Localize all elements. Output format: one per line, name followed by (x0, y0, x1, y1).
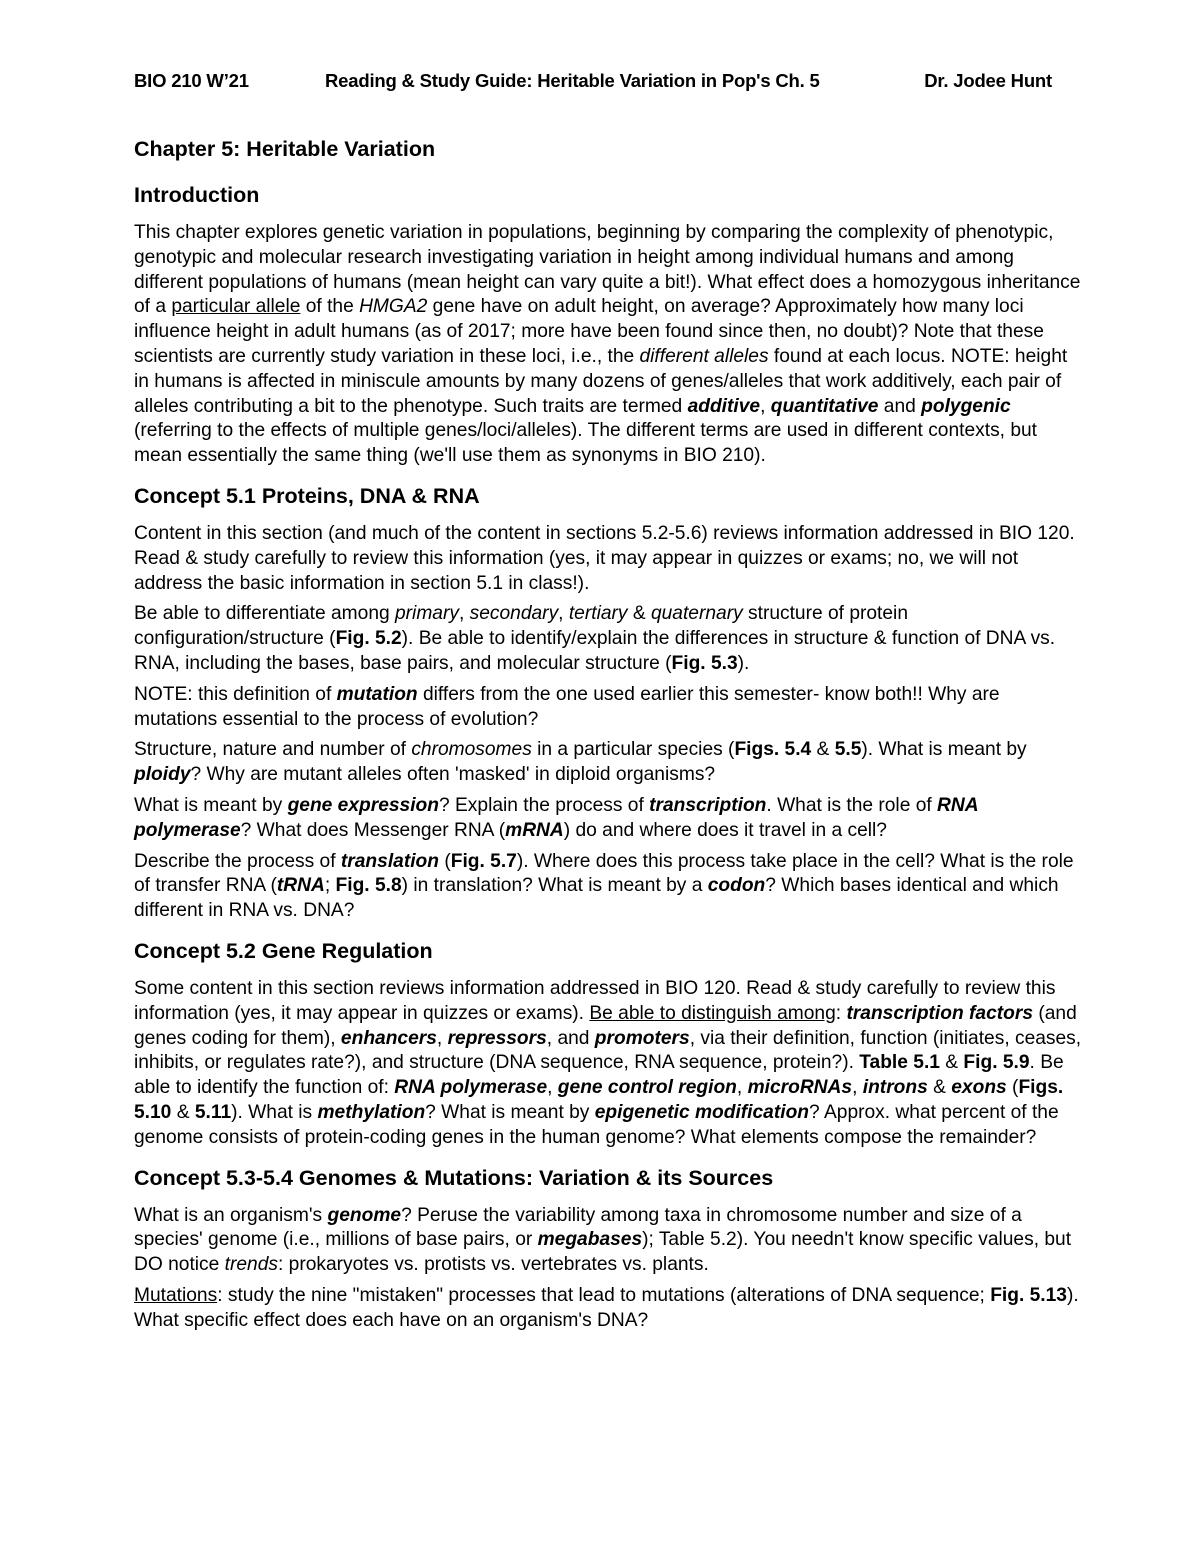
text-run: (and genes coding for them), (134, 1002, 1077, 1049)
text-run: ). Be able to identify/explain the differences in structure & function of DNA vs. RNA, including the bases, base pairs, and molecular structure ( (134, 628, 1056, 674)
concept-5-1-paragraph-1 (134, 522, 1084, 596)
text-run: , (458, 603, 470, 625)
concept-5-1-paragraph-6 (134, 850, 1084, 924)
text-run: of the (300, 296, 360, 318)
text-run: & (627, 603, 651, 625)
text-run: primary (395, 603, 459, 625)
text-run: ploidy (134, 764, 191, 786)
text-run: differs from the one used earlier this semester- know both!! Why are mutations essential to the process of evolution? (134, 683, 1000, 730)
text-run: epigenetic modification (594, 1101, 810, 1123)
text-run: ? What does Messenger RNA ( (240, 819, 506, 841)
text-run: quantitative (770, 395, 879, 417)
text-run: particular allele (171, 296, 301, 318)
concept-5-2-paragraph (134, 977, 1084, 1151)
text-run: What is meant by (134, 794, 288, 816)
text-run: chromosomes (411, 739, 532, 761)
text-run: RNA polymerase (134, 794, 978, 841)
text-run: gene have on adult height, on average? Approximately how many loci influence height in adult humans (as of 2017; more have been found since then, no doubt)? Note that these scientists are currently study variation in these loci, i.e., the (134, 296, 1044, 367)
text-run: Some content in this section reviews information addressed in BIO 120. Read & study carefully to review this information (yes, it may appear in quizzes or exams). (134, 977, 1056, 1024)
document-page (134, 70, 1084, 1333)
text-run: ? Explain the process of (439, 794, 650, 816)
text-run: gene expression (287, 794, 439, 816)
text-run: . What is the role of (766, 794, 938, 816)
text-run: Be able to distinguish among (589, 1002, 836, 1024)
text-run: . Be able to identify the function of: (134, 1052, 1064, 1099)
text-run: tRNA (276, 875, 325, 897)
text-run: ) in translation? What is meant by a (401, 875, 708, 897)
text-run: transcription (649, 794, 767, 816)
text-run: exons (951, 1077, 1007, 1099)
text-run: ). What is meant by (861, 739, 1027, 761)
text-run: (referring to the effects of multiple genes/loci/alleles). The different terms are used in different contexts, but mean essentially the same thing (we'll use them as synonyms in BIO 210). (134, 420, 1038, 467)
text-run: Fig. 5.9 (963, 1052, 1030, 1074)
text-run: Fig. 5.3 (671, 652, 738, 674)
text-run: ). (737, 652, 750, 674)
concept-5-1-paragraph-2 (134, 602, 1084, 676)
text-run: ; (324, 875, 336, 897)
text-run: Fig. 5.13 (990, 1284, 1067, 1306)
header-guide-title: Reading & Study Guide: Heritable Variation in Pop's Ch. 5 (325, 70, 820, 91)
concept-5-3-paragraph-2 (134, 1284, 1084, 1334)
text-run: , via their definition, function (initiates, ceases, inhibits, or regulates rate?), and structure (DNA sequence, RNA sequence, protein?). (134, 1027, 1082, 1074)
concept-5-1-paragraph-4 (134, 738, 1084, 788)
text-run: & (927, 1077, 952, 1099)
text-run: repressors (447, 1027, 547, 1049)
text-run: 5.11 (194, 1101, 232, 1123)
text-run: ? Why are mutant alleles often 'masked' in diploid organisms? (190, 764, 716, 786)
header-instructor: Dr. Jodee Hunt (924, 70, 1052, 91)
text-run: translation (340, 850, 439, 872)
text-run: additive (687, 395, 761, 417)
text-run: megabases (537, 1229, 643, 1251)
text-run: & (171, 1101, 195, 1123)
text-run: , (436, 1027, 448, 1049)
page-header (134, 70, 1084, 96)
text-run: Fig. 5.8 (335, 875, 402, 897)
text-run: enhancers (340, 1027, 437, 1049)
text-run: Be able to differentiate among (134, 603, 395, 625)
text-run: mutation (336, 683, 418, 705)
text-run: ( (1006, 1077, 1019, 1099)
text-run: ). Where does this process take place in the cell? What is the role of transfer RNA ( (134, 850, 1074, 897)
text-run: ( (439, 850, 451, 872)
text-run: , (736, 1077, 748, 1099)
text-run: , (547, 1077, 558, 1099)
text-run: 5.5 (834, 739, 862, 761)
concept-5-1-paragraph-3 (134, 683, 1084, 733)
section-heading-concept-5-3-5-4: Concept 5.3-5.4 Genomes & Mutations: Variation & its Sources (134, 1165, 774, 1190)
text-run: in a particular species ( (531, 739, 735, 761)
text-run: methylation (317, 1101, 426, 1123)
text-run: & (939, 1052, 964, 1074)
text-run: RNA polymerase (394, 1077, 548, 1099)
section-heading-concept-5-2: Concept 5.2 Gene Regulation (134, 938, 433, 963)
text-run: different alleles (639, 345, 769, 367)
text-run: & (811, 739, 835, 761)
text-run: , and (546, 1027, 595, 1049)
text-run: trends (224, 1254, 278, 1276)
text-run: Mutations (134, 1284, 218, 1306)
text-run: introns (862, 1077, 928, 1099)
text-run: microRNAs (747, 1077, 853, 1099)
text-run: Structure, nature and number of (134, 739, 412, 761)
text-run: secondary (469, 603, 559, 625)
text-run: ? Peruse the variability among taxa in chromosome number and size of a species' genome (i.e., millions of base pairs, or (134, 1204, 1022, 1251)
text-run: promoters (594, 1027, 690, 1049)
chapter-title: Chapter 5: Heritable Variation (134, 137, 436, 161)
text-run: HMGA2 (359, 296, 428, 318)
text-run: quaternary (650, 603, 743, 625)
text-run: , (558, 603, 569, 625)
text-run: ). What specific effect does each have on an organism's DNA? (134, 1284, 1079, 1331)
text-run: : prokaryotes vs. protists vs. vertebrates vs. plants. (277, 1254, 709, 1276)
text-run: gene control region (557, 1077, 737, 1099)
text-run: NOTE: this definition of (134, 683, 337, 705)
text-run: transcription factors (846, 1002, 1034, 1024)
text-run: Figs. 5.10 (134, 1077, 1064, 1123)
text-run: Table 5.1 (859, 1052, 940, 1074)
text-run: mRNA (505, 819, 564, 841)
text-run: ); Table 5.2). You needn't know specific values, but DO notice (134, 1229, 1072, 1276)
text-run: , (760, 395, 771, 417)
intro-paragraph (134, 221, 1084, 469)
text-run: ? What is meant by (425, 1101, 595, 1123)
text-run: Describe the process of (134, 850, 341, 872)
header-course: BIO 210 W’21 (134, 70, 249, 91)
text-run: Fig. 5.7 (450, 850, 517, 872)
section-heading-concept-5-1: Concept 5.1 Proteins, DNA & RNA (134, 483, 480, 508)
text-run: Figs. 5.4 (734, 739, 812, 761)
text-run: ) do and where does it travel in a cell? (563, 819, 887, 841)
text-run: : (835, 1002, 847, 1024)
section-heading-introduction: Introduction (134, 183, 260, 207)
text-run: What is an organism's (134, 1204, 328, 1226)
text-run: genome (327, 1204, 402, 1226)
text-run: ). What is (231, 1101, 318, 1123)
text-run: ? Approx. what percent of the genome consists of protein-coding genes in the human genome? What elements compose the remainder? (134, 1101, 1059, 1148)
text-run: structure of protein configuration/structure ( (134, 603, 908, 650)
text-run: found at each locus. NOTE: height in humans is affected in miniscule amounts by many dozens of genes/alleles that work additively, each pair of alleles contributing a bit to the phenotype. Such traits are termed (134, 345, 1068, 417)
text-run: This chapter explores genetic variation in populations, beginning by comparing the complexity of phenotypic, genotypic and molecular research investigating variation in height among individual humans and among different populations of humans (mean height can vary quite a bit!). What effect does a homozygous inheritance of a (134, 222, 1081, 318)
text-run: and (878, 395, 922, 417)
text-run: polygenic (921, 395, 1011, 417)
text-run: codon (707, 875, 766, 897)
text-run: Fig. 5.2 (335, 628, 402, 650)
text-run: tertiary (568, 603, 628, 625)
text-run: Content in this section (and much of the content in sections 5.2-5.6) reviews information addressed in BIO 120. Read & study carefully to review this information (yes, it may appear in quizzes or exams; no, we will not address the basic information in section 5.1 in class!). (134, 522, 1075, 594)
text-run: : study the nine "mistaken" processes that lead to mutations (alterations of DNA sequence; (217, 1284, 991, 1306)
text-run: , (852, 1077, 863, 1099)
concept-5-3-paragraph-1 (134, 1204, 1084, 1278)
text-run: ? Which bases identical and which different in RNA vs. DNA? (134, 875, 1059, 922)
concept-5-1-paragraph-5 (134, 794, 1084, 844)
